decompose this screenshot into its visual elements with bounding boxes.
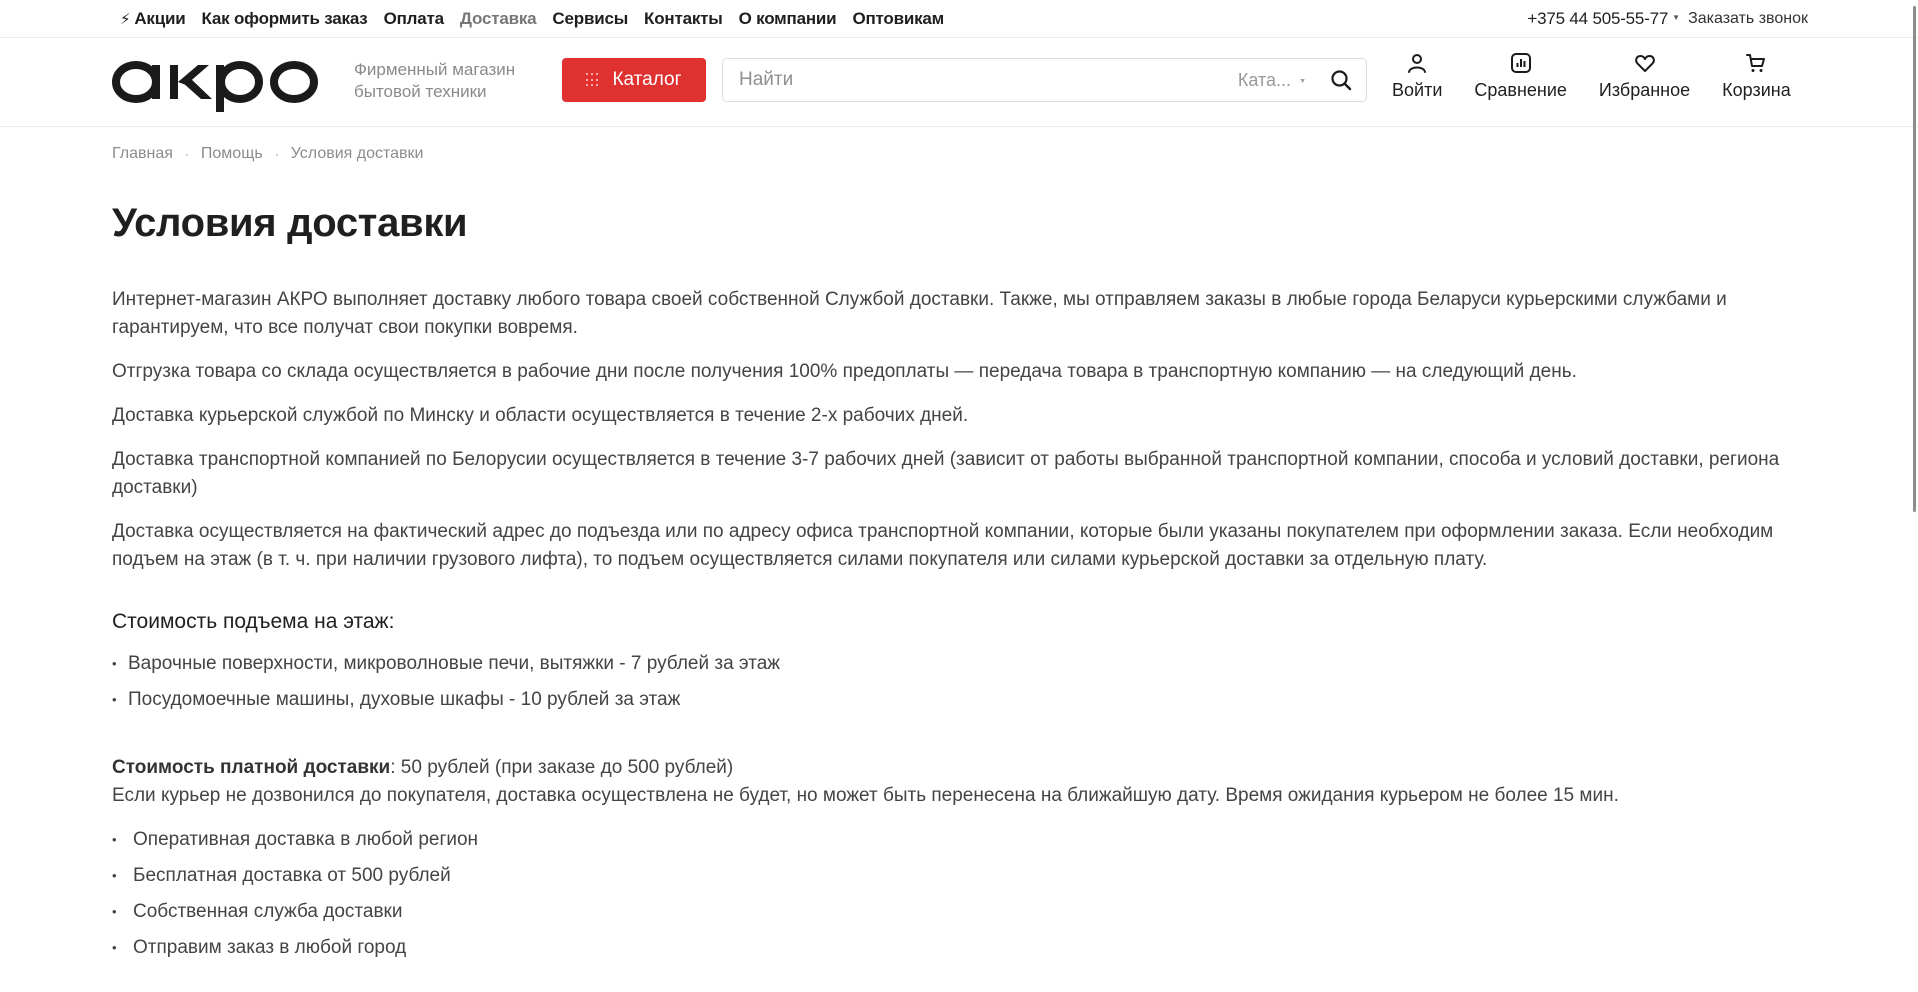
compare-chart-icon [1510, 52, 1532, 74]
heart-icon [1634, 52, 1656, 74]
page-title: Условия доставки [112, 201, 468, 245]
akro-logo[interactable] [112, 52, 318, 112]
login-button[interactable] [1392, 52, 1442, 101]
nav-promotions-label: Акции [134, 9, 186, 28]
nav-delivery[interactable]: Доставка [459, 9, 537, 28]
list-item: • Собственная служба доставки [112, 898, 1812, 926]
search-category-select[interactable] [1238, 70, 1306, 91]
breadcrumb-separator: · [274, 147, 279, 161]
paragraph-address: Доставка осуществляется на фактический адрес до подъезда или по адресу офиса транспортной компании, которые были указаны покупателем при оформлении заказа. Если необходим подъем на этаж (в т. ч. при наличии грузового лифта), то подъем осуществляется силами покупателя или силами курьерской доставки за отдельную плату. [112, 521, 1774, 570]
search-icon [1330, 69, 1352, 91]
breadcrumb-current: Условия доставки [290, 145, 424, 162]
list-item: • Оперативная доставка в любой регион [112, 826, 1812, 854]
nav-wholesale[interactable]: Оптовикам [852, 9, 945, 28]
bolt-icon: ⚡︎ [120, 11, 131, 28]
catalog-button[interactable] [562, 58, 706, 102]
search-category-label: Ката... [1237, 69, 1292, 90]
paragraph-transport: Доставка транспортной компанией по Белорусии осуществляется в течение 3-7 рабочих дней (зависит от работы выбранной транспортной компании, способа и условий доставки, региона доставки) [112, 449, 1780, 498]
nav-contacts[interactable]: Контакты [644, 9, 723, 28]
floor-cost-heading: Стоимость подъема на этаж: [112, 610, 395, 633]
paid-delivery-note: Если курьер не дозвонился до покупателя, доставка осуществлена не будет, но может быть перенесена на ближайшую дату. Время ожидания курьером не более 15 мин. [112, 785, 1619, 806]
paid-delivery-info [112, 754, 1812, 810]
breadcrumb-home[interactable]: Главная [112, 145, 173, 162]
top-bar [0, 0, 1918, 38]
favorites-button[interactable] [1599, 52, 1690, 101]
list-item: • Бесплатная доставка от 500 рублей [112, 862, 1812, 890]
paragraph-shipping: Отгрузка товара со склада осуществляется в рабочие дни после получения 100% предоплаты — передача товара в транспортную компанию — на следующий день. [112, 361, 1577, 382]
cart-icon [1745, 52, 1767, 74]
breadcrumb [112, 145, 1812, 163]
nav-services[interactable]: Сервисы [552, 9, 629, 28]
login-label: Войти [1392, 80, 1443, 100]
paid-delivery-label: Стоимость платной доставки [112, 757, 391, 778]
chevron-down-icon: ▼ [1299, 77, 1306, 85]
main-content [112, 145, 1812, 970]
list-item: • Отправим заказ в любой город [112, 934, 1812, 962]
paragraph-intro: Интернет-магазин АКРО выполняет доставку любого товара своей собственной Службой доставки. Также, мы отправляем заказы в любые города Беларуси курьерскими службами и гарантируем, что все получат свои покупки вовремя. [112, 289, 1727, 338]
breadcrumb-help[interactable]: Помощь [200, 145, 263, 162]
search-box [722, 58, 1367, 102]
nav-about[interactable]: О компании [738, 9, 837, 28]
cart-button[interactable] [1722, 52, 1791, 101]
paid-delivery-value: : 50 рублей (при заказе до 500 рублей) [390, 757, 734, 778]
favorites-label: Избранное [1598, 80, 1691, 100]
cart-label: Корзина [1722, 80, 1791, 100]
contact-area [1527, 9, 1808, 29]
compare-button[interactable] [1474, 52, 1567, 101]
search-button[interactable] [1316, 59, 1366, 101]
compare-label: Сравнение [1474, 80, 1567, 100]
list-item: • Посудомоечные машины, духовые шкафы - 10 рублей за этаж [112, 686, 1812, 714]
grid-dots-icon [586, 73, 600, 87]
tagline [354, 59, 515, 103]
nav-how-to-order[interactable]: Как оформить заказ [201, 9, 368, 28]
catalog-button-label: Каталог [612, 69, 682, 90]
request-callback-link[interactable]: Заказать звонок [1688, 10, 1808, 27]
header-actions [1392, 52, 1823, 101]
tagline-line-2: бытовой техники [354, 82, 487, 101]
list-item: • Варочные поверхности, микроволновые печи, вытяжки - 7 рублей за этаж [112, 650, 1812, 678]
main-header [0, 38, 1918, 127]
nav-promotions[interactable] [120, 9, 185, 29]
phone-dropdown-icon[interactable]: ▼ [1672, 12, 1681, 22]
breadcrumb-separator: · [184, 147, 189, 161]
delivery-info [112, 286, 1812, 962]
user-icon [1406, 52, 1428, 74]
tagline-line-1: Фирменный магазин [354, 60, 516, 79]
top-nav [120, 9, 960, 29]
floor-cost-list [112, 650, 1812, 714]
paragraph-minsk: Доставка курьерской службой по Минску и области осуществляется в течение 2-х рабочих дней. [112, 405, 969, 426]
page-scrollbar[interactable] [1913, 6, 1916, 512]
nav-payment[interactable]: Оплата [383, 9, 444, 28]
features-list [112, 826, 1812, 962]
search-input[interactable] [723, 59, 1238, 101]
phone-number[interactable]: +375 44 505-55-77 [1527, 9, 1669, 28]
